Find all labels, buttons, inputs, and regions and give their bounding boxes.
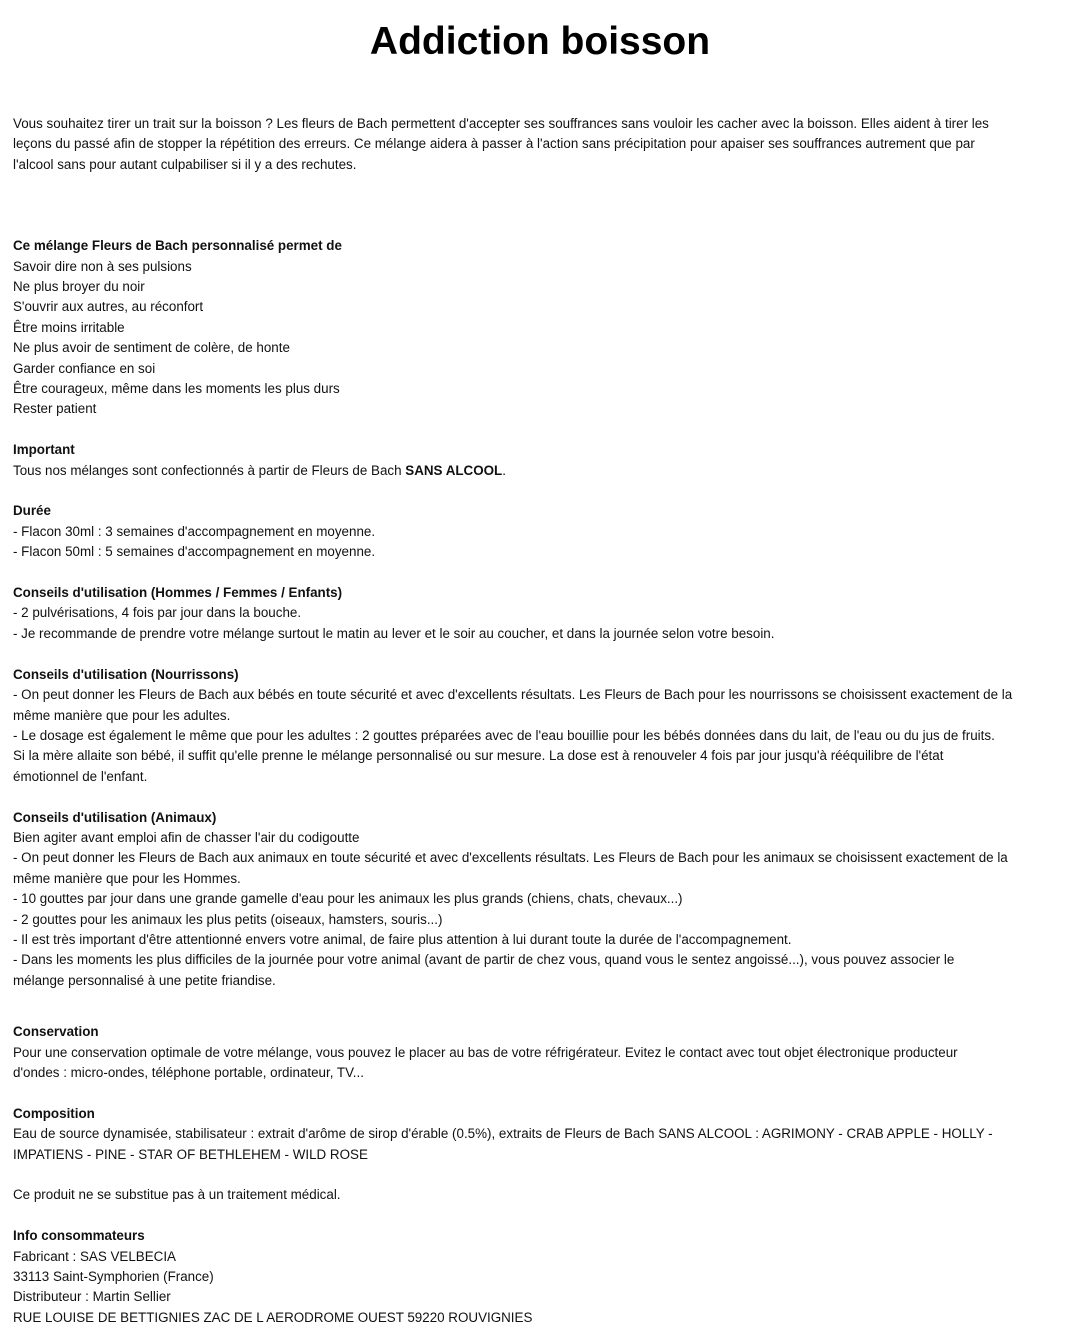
duree-line: - Flacon 50ml : 5 semaines d'accompagnement en moyenne. [13,544,376,560]
conseils-animaux-line: - 10 gouttes par jour dans une grande gamelle d'eau pour les animaux les plus grands (chiens, chats, chevaux...) [13,891,683,907]
conseils-adultes-line: - 2 pulvérisations, 4 fois par jour dans la bouche. [13,605,302,621]
conservation-section [13,1022,1071,1083]
benefit-item: Ne plus broyer du noir [13,279,145,295]
duree-heading: Durée [13,503,51,519]
intro-paragraph [13,114,1071,175]
important-heading: Important [13,442,75,458]
important-text-start: Tous nos mélanges sont confectionnés à partir de Fleurs de Bach [13,462,406,478]
conseils-animaux-line: mélange personnalisé à une petite friandise. [13,972,276,988]
sans-alcool-emphasis: SANS ALCOOL [405,462,503,478]
conseils-animaux-line: - Il est très important d'être attentionné envers votre animal, de faire plus attention à lui durant toute la durée de l'accompagnement. [13,931,792,947]
important-text-end: . [502,462,506,478]
conseils-animaux-heading: Conseils d'utilisation (Animaux) [13,809,217,825]
conseils-animaux-line: - On peut donner les Fleurs de Bach aux animaux en toute sécurité et avec d'excellents résultats. Les Fleurs de Bach pour les animaux se choisissent exactement de la [13,850,1008,866]
conseils-nourrissons-line: - Le dosage est également le même que pour les adultes : 2 gouttes préparées avec de l'eau bouillie pour les bébés données dans du lait, de l'eau ou du jus de fruits. [13,727,995,743]
info-line: Fabricant : SAS VELBECIA [13,1248,176,1264]
conservation-heading: Conservation [13,1024,99,1040]
conseils-nourrissons-line: - On peut donner les Fleurs de Bach aux bébés en toute sécurité et avec d'excellents résultats. Les Fleurs de Bach pour les nourrissons se choisissent exactement de la [13,687,1013,703]
important-text [13,461,1071,481]
conseils-animaux-line: Bien agiter avant emploi afin de chasser l'air du codigoutte [13,829,360,845]
composition-line: Eau de source dynamisée, stabilisateur : extrait d'arôme de sirop d'érable (0.5%), extraits de Fleurs de Bach SANS ALCOOL : AGRIMONY - CRAB APPLE - HOLLY - [13,1126,993,1142]
conseils-adultes-line: - Je recommande de prendre votre mélange surtout le matin au lever et le soir au coucher, et dans la journée selon votre besoin. [13,625,775,641]
conseils-nourrissons-heading: Conseils d'utilisation (Nourrissons) [13,666,239,682]
conseils-adultes-heading: Conseils d'utilisation (Hommes / Femmes / Enfants) [13,585,343,601]
intro-line: Vous souhaitez tirer un trait sur la boisson ? Les fleurs de Bach permettent d'accepter ses souffrances sans vouloir les cacher avec la boisson. Elles aident à tirer les [13,116,989,131]
benefits-section [13,236,1071,420]
composition-section [13,1104,1071,1165]
info-line: Distributeur : Martin Sellier [13,1289,171,1305]
conseils-adultes-section [13,583,1071,644]
conseils-nourrissons-line: même manière que pour les adultes. [13,707,231,723]
conseils-nourrissons-section [13,665,1071,787]
composition-heading: Composition [13,1105,95,1121]
intro-line: l'alcool sans pour autant culpabiliser si il y a des rechutes. [13,156,357,172]
composition-line: IMPATIENS - PINE - STAR OF BETHLEHEM - WILD ROSE [13,1146,368,1162]
info-heading: Info consommateurs [13,1228,145,1244]
conseils-nourrissons-line: émotionnel de l'enfant. [13,768,148,784]
conseils-animaux-line: - 2 gouttes pour les animaux les plus petits (oiseaux, hamsters, souris...) [13,911,443,927]
benefit-item: Savoir dire non à ses pulsions [13,258,192,274]
intro-line: leçons du passé afin de stopper la répétition des erreurs. Ce mélange aidera à passer à l'action sans précipitation pour apaiser ses souffrances autrement que par [13,136,975,152]
conservation-line: Pour une conservation optimale de votre mélange, vous pouvez le placer au bas de votre réfrigérateur. Evitez le contact avec tout objet électronique producteur [13,1044,958,1060]
conseils-animaux-line: - Dans les moments les plus difficiles de la journée pour votre animal (avant de partir de chez vous, quand vous le sentez angoissé...), vous pouvez associer le [13,952,955,968]
medical-disclaimer: Ce produit ne se substitue pas à un traitement médical. [13,1187,341,1203]
conseils-animaux-section [13,808,1071,992]
benefit-item: Ne plus avoir de sentiment de colère, de honte [13,340,290,356]
benefit-item: Être moins irritable [13,319,125,335]
benefit-item: Garder confiance en soi [13,360,156,376]
document-body [13,114,1071,1328]
conseils-nourrissons-line: Si la mère allaite son bébé, il suffit qu'elle prenne le mélange personnalisé ou sur mesure. La dose est à renouveler 4 fois par jour jusqu'à rééquilibre de l'état [13,748,944,764]
conseils-animaux-line: même manière que pour les Hommes. [13,870,241,886]
benefits-heading: Ce mélange Fleurs de Bach personnalisé permet de [13,238,342,254]
info-line: RUE LOUISE DE BETTIGNIES ZAC DE L AERODROME OUEST 59220 ROUVIGNIES [13,1309,533,1325]
important-section [13,440,1071,481]
duree-section [13,501,1071,562]
info-line: 33113 Saint-Symphorien (France) [13,1269,214,1284]
conservation-line: d'ondes : micro-ondes, téléphone portable, ordinateur, TV... [13,1064,364,1080]
benefit-item: Être courageux, même dans les moments les plus durs [13,381,340,397]
page-title: Addiction boisson [369,20,711,63]
duree-line: - Flacon 30ml : 3 semaines d'accompagnement en moyenne. [13,523,376,539]
benefit-item: S'ouvrir aux autres, au réconfort [13,299,204,315]
benefit-item: Rester patient [13,401,97,417]
info-section [13,1226,1071,1328]
